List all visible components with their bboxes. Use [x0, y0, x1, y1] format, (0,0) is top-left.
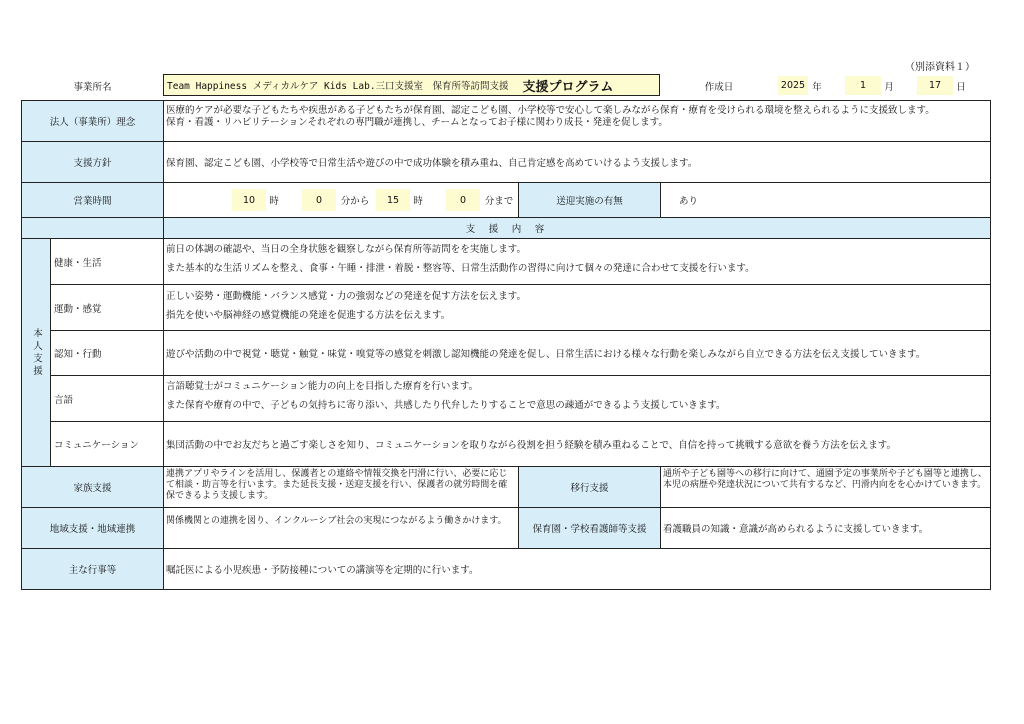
transport-value: あり — [679, 196, 699, 207]
policy-label: 支援方針 — [22, 142, 163, 182]
end-hour-field[interactable]: 15 — [376, 189, 410, 211]
family-support-label: 家族支援 — [22, 467, 163, 507]
start-min-field[interactable]: 0 — [302, 189, 336, 211]
events-label: 主な行事等 — [22, 549, 163, 589]
language-line-1: 言語聴覚士がコミュニケーション能力の向上を目指した療育を行います。 — [166, 381, 479, 392]
office-label: 事業所名 — [73, 82, 112, 93]
transition-support-label: 移行支援 — [519, 467, 660, 507]
year-unit: 年 — [812, 81, 822, 93]
personal-row-text-health — [163, 242, 989, 284]
community-support-label: 地域支援・地域連携 — [22, 508, 163, 548]
personal-row-label-language: 言語 — [54, 394, 74, 406]
day-unit: 日 — [956, 81, 966, 93]
content-header: 支 援 内 容 — [22, 218, 990, 238]
language-line-2: また保育や療育の中で、子どもの気持ちに寄り添い、共感したり代弁したりすることで意思の疎通ができるよう支援していきます。 — [166, 400, 726, 411]
personal-row-label-communication: コミュニケーション — [54, 440, 139, 451]
transport-label: 送迎実施の有無 — [519, 183, 660, 217]
philosophy-label: 法人（事業所）理念 — [22, 101, 163, 141]
personal-row-text-communication: 集団活動の中でお友だちと過ごす楽しさを知り、コミュニケーションを取りながら役割を担う経験を積み重ねることで、自信を持って挑戦する意欲を養う方法を伝えます。 — [166, 440, 896, 451]
appendix-label: （別添資料１） — [905, 62, 975, 73]
start-hour-unit: 時 — [269, 196, 279, 207]
month-unit: 月 — [884, 81, 894, 93]
nurse-support-text: 看護職員の知識・意識が高められるように支援していきます。 — [663, 524, 929, 535]
health-line-2: また基本的な生活リズムを整え、食事・午睡・排泄・着脱・整容等、日常生活動作の習得に向けて個々の発達に合わせて支援を行います。 — [166, 263, 755, 274]
personal-row-text-language — [163, 379, 989, 421]
end-min-unit: 分まで — [484, 196, 514, 207]
motor-line-2: 指先を使いや脳神経の感覚機能の発達を促進する方法を伝えます。 — [166, 310, 451, 321]
personal-row-label-health: 健康・生活 — [54, 257, 102, 269]
start-min-unit: 分から — [340, 196, 370, 207]
events-text: 嘱託医による小児疾患・予防接種についての講演等を定期的に行います。 — [166, 565, 479, 576]
philosophy-text — [163, 103, 989, 141]
transition-support-text: 通所や子ども園等への移行に向けて、通園予定の事業所や子ども園等と連携し、本児の病歴や発達状況について共有するなど、円滑内向をを心かけていきます。 — [663, 469, 987, 490]
personal-row-label-motor: 運動・感覚 — [54, 303, 102, 315]
motor-line-1: 正しい姿勢・運動機能・バランス感覚・力の強弱などの発達を促す方法を伝えます。 — [166, 291, 526, 302]
end-hour-unit: 時 — [413, 196, 423, 207]
health-line-1: 前日の体調の確認や、当日の全身状態を観察しながら保育所等訪問をを実施します。 — [166, 244, 527, 255]
program-title: 支援プログラム — [522, 79, 614, 95]
end-min-field[interactable]: 0 — [446, 189, 480, 211]
philosophy-line-2: 保育・看護・リハビリテーションそれぞれの専門職が連携し、チームとなってお子様に関わり成長・発達を促します。 — [166, 117, 668, 128]
office-name-field[interactable] — [163, 74, 660, 96]
office-name: Team Happiness メディカルケア Kids Lab.三口支援室 保育所等訪問支援 — [167, 81, 509, 92]
personal-support-text: 本人支援 — [31, 327, 42, 378]
personal-support-label — [22, 239, 50, 466]
personal-row-label-cognition: 認知・行動 — [54, 349, 102, 360]
philosophy-line-1: 医療的ケアが必要な子どもたちや疾患がある子どもたちが保育園、認定こども園、小学校等で安心して楽しみながら保育・療育を受けられる環境を整えられるように支援致します。 — [166, 105, 935, 116]
policy-text: 保育園、認定こども園、小学校等で日常生活や遊びの中で成功体験を積み重ね、自己肯定感を高めていけるよう支援します。 — [166, 158, 698, 169]
created-label: 作成日 — [704, 82, 734, 93]
personal-row-text-cognition: 遊びや活動の中で視覚・聴覚・触覚・味覚・嗅覚等の感覚を刺激し認知機能の発達を促し、日常生活における様々な行動を楽しみながら自立できる方法を伝え支援していきます。 — [166, 349, 926, 360]
month-field[interactable]: 1 — [845, 76, 881, 95]
start-hour-field[interactable]: 10 — [232, 189, 266, 211]
nurse-support-label: 保育園・学校看護師等支援 — [519, 508, 660, 548]
year-field[interactable]: 2025 — [778, 76, 808, 95]
family-support-text: 連携アプリやラインを活用し、保護者との連絡や情報交換を円滑に行い、必要に応じて相談・助言等を行います。また延長支援・送迎支援を行い、保護者の就労時間を確保できるよう支援します。 — [166, 469, 508, 501]
personal-row-text-motor — [163, 289, 989, 329]
day-field[interactable]: 17 — [917, 76, 953, 95]
hours-label: 営業時間 — [22, 183, 163, 217]
community-support-text: 関係機関との連携を図り、インクルーシブ社会の実現につながるよう働きかけます。 — [166, 516, 507, 526]
